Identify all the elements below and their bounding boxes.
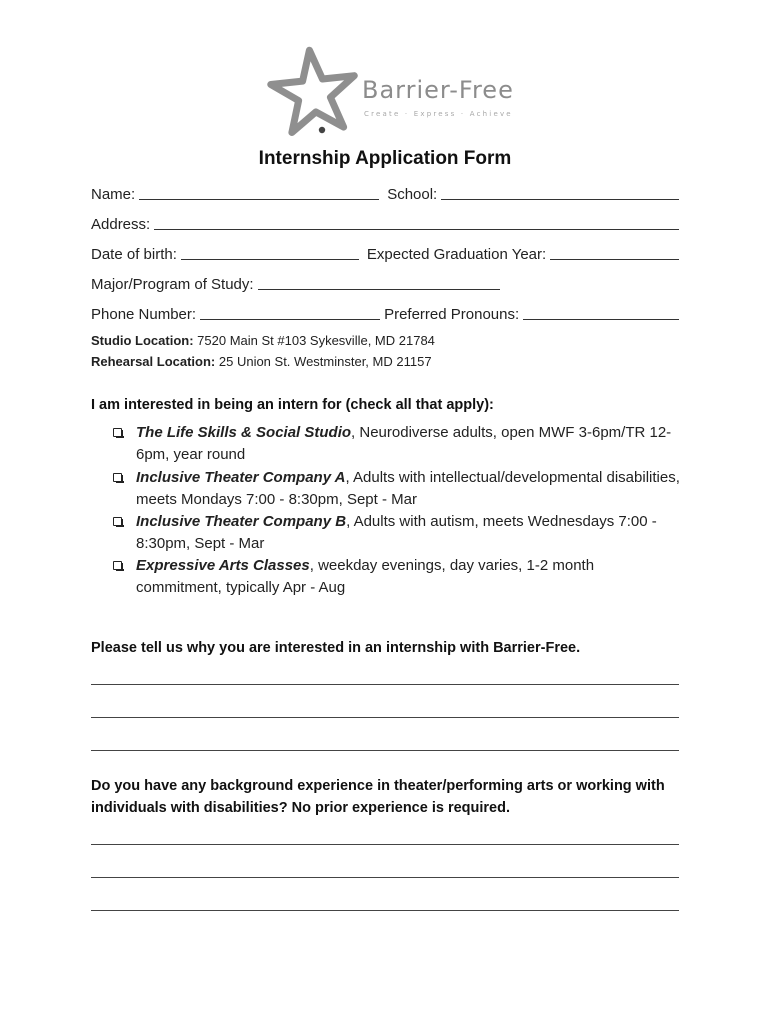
- answer-line[interactable]: [91, 717, 679, 718]
- option-expressive-arts: [113, 555, 683, 599]
- name-school-row: [91, 181, 679, 203]
- question-background-experience: Do you have any background experience in theater/performing arts or working with individuals with disabilities? No prior experience is required.: [91, 778, 665, 816]
- option-description: , Neurodiverse adults, open MWF 3-6pm/TR 12-6pm, year round: [136, 424, 672, 463]
- star-icon: [266, 46, 362, 142]
- studio-location-value: 7520 Main St #103 Sykesville, MD 21784: [193, 333, 435, 348]
- phone-label: Phone Number:: [91, 306, 197, 323]
- checkbox-theater-b[interactable]: [113, 517, 122, 526]
- form-title: Internship Application Form: [258, 148, 512, 169]
- address-field[interactable]: [154, 229, 679, 230]
- studio-location-label: Studio Location:: [91, 333, 194, 348]
- option-description: , weekday evenings, day varies, 1-2 month commitment, typically Apr - Aug: [136, 557, 595, 596]
- option-description: , Adults with intellectual/developmental disabilities, meets Mondays 7:00 - 8:30pm, Sept - Mar: [136, 469, 680, 508]
- answer-line[interactable]: [91, 844, 679, 845]
- rehearsal-location-label: Rehearsal Location:: [91, 354, 216, 369]
- dob-label: Date of birth:: [91, 246, 177, 263]
- logo-tagline: Create · Express · Achieve: [364, 110, 513, 118]
- answer-line[interactable]: [91, 910, 679, 911]
- pronouns-field[interactable]: [523, 319, 679, 320]
- rehearsal-location: [91, 354, 432, 369]
- name-label: Name:: [91, 186, 136, 203]
- major-label: Major/Program of Study:: [91, 276, 254, 293]
- option-life-skills: [113, 422, 683, 466]
- barrier-free-logo: [266, 46, 516, 142]
- answer-line[interactable]: [91, 684, 679, 685]
- address-label: Address:: [91, 216, 151, 233]
- phone-field[interactable]: [200, 319, 380, 320]
- checkbox-theater-a[interactable]: [113, 473, 122, 482]
- school-label: School:: [387, 186, 438, 203]
- answer-line[interactable]: [91, 750, 679, 751]
- rehearsal-location-value: 25 Union St. Westminster, MD 21157: [215, 354, 432, 369]
- address-row: [91, 211, 679, 233]
- dob-graduation-row: [91, 241, 679, 263]
- option-name: Inclusive Theater Company B: [136, 513, 347, 530]
- logo-name: Barrier-Free: [362, 76, 514, 104]
- checkbox-expressive-arts[interactable]: [113, 561, 122, 570]
- option-name: Expressive Arts Classes: [136, 557, 310, 574]
- graduation-label: Expected Graduation Year:: [366, 246, 547, 263]
- option-name: The Life Skills & Social Studio: [136, 424, 352, 441]
- phone-pronouns-row: [91, 301, 679, 323]
- pronouns-label: Preferred Pronouns:: [384, 306, 520, 323]
- question-why-interested: Please tell us why you are interested in an internship with Barrier-Free.: [91, 640, 581, 656]
- major-field[interactable]: [258, 289, 500, 290]
- option-description: , Adults with autism, meets Wednesdays 7:00 - 8:30pm, Sept - Mar: [136, 513, 657, 552]
- option-name: Inclusive Theater Company A: [136, 469, 346, 486]
- major-row: [91, 271, 679, 293]
- answer-line[interactable]: [91, 877, 679, 878]
- name-field[interactable]: [139, 199, 379, 200]
- school-field[interactable]: [441, 199, 679, 200]
- checkbox-life-skills[interactable]: [113, 428, 122, 437]
- dob-field[interactable]: [181, 259, 359, 260]
- studio-location: [91, 333, 435, 348]
- option-theater-b: [113, 511, 683, 555]
- option-theater-a: [113, 467, 683, 511]
- graduation-field[interactable]: [550, 259, 679, 260]
- interest-heading: I am interested in being an intern for (check all that apply):: [91, 397, 494, 413]
